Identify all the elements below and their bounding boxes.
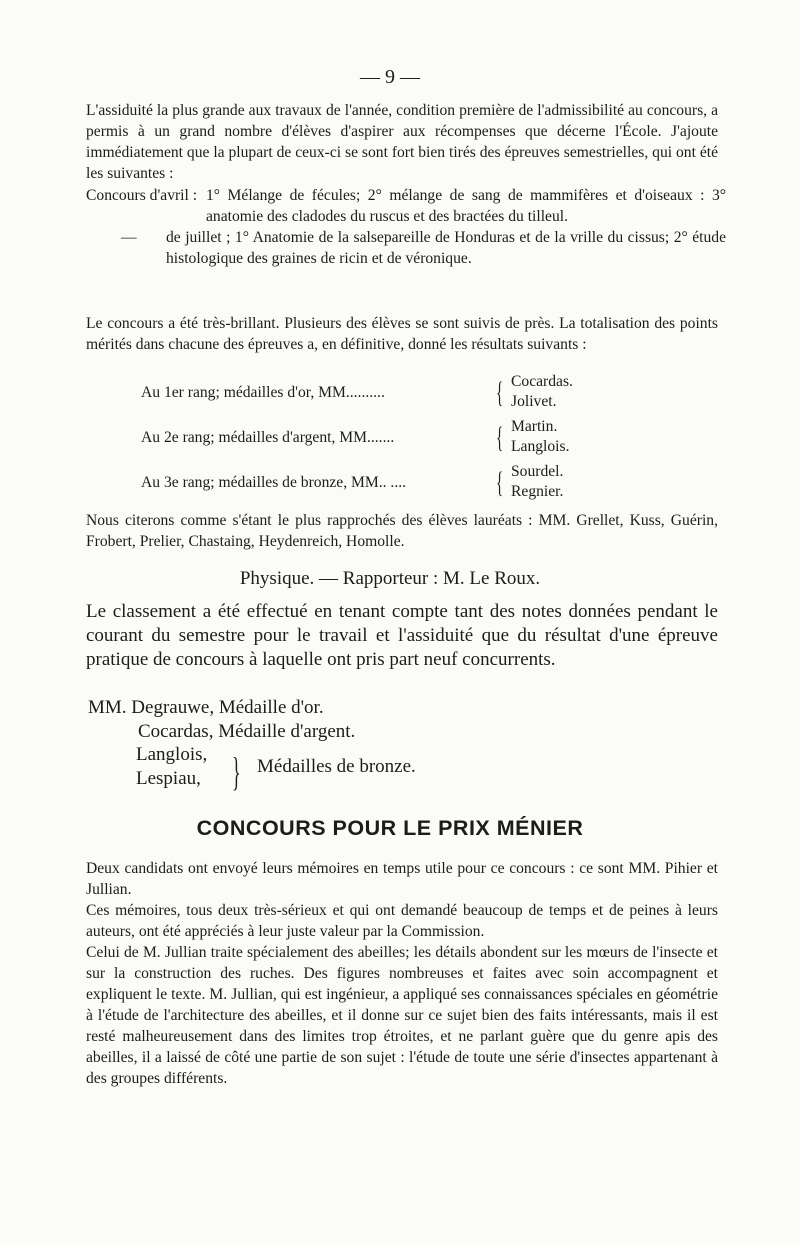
bronze-label: Médailles de bronze. (257, 756, 416, 777)
medal-name: Langlois. (511, 438, 570, 455)
brace-icon: { (496, 466, 504, 499)
concours-dash: — (121, 229, 137, 246)
concours-paragraph (86, 313, 718, 355)
physique-heading: Physique. — Rapporteur : M. Le Roux. (239, 568, 541, 589)
medal-row-gold (141, 373, 591, 413)
menier-paragraph: Deux candidats ont envoyé leurs mémoires en temps utile pour ce concours : ce sont MM. Pihier et Jullian. (86, 860, 718, 898)
concours-avril (86, 185, 726, 227)
medal-label: Au 2e rang; médailles d'argent, MM....... (141, 429, 395, 446)
medal-label: Au 1er rang; médailles d'or, MM.......... (141, 384, 385, 401)
physique-medal-gold: MM. Degrauwe, Médaille d'or. (88, 697, 324, 718)
menier-paragraph: Ces mémoires, tous deux très-sérieux et qui ont demandé beaucoup de temps et de peines à leurs auteurs, ont été appréciés à leur juste valeur par la Commission. (86, 902, 718, 940)
medal-name: Martin. (511, 418, 558, 435)
brace-icon: { (496, 376, 504, 409)
laureates-paragraph (86, 510, 718, 552)
medal-name: Jolivet. (511, 393, 557, 410)
concours-list (86, 185, 726, 269)
medal-label: Au 3e rang; médailles de bronze, MM.. .... (141, 474, 407, 491)
menier-paragraph: Celui de M. Jullian traite spécialement des abeilles; les détails abondent sur les mœurs de l'insecte et sur la construction des ruches. Des figures nombreuses et faites avec soin accompagnent et expliquent le texte. M. Jullian, qui est ingénieur, a appliqué ses connaissances spéciales en géométrie à l'étude de l'architecture des abeilles, et il donne sur ce sujet bien des faits intéressants, mais il est resté malheureusement dans des limites trop étroites, et ne parlant guère que du genre apis des abeilles, il a laissé de côté une partie de son sujet : l'étude de toute une série d'insectes appartenant à des groupes différents. (86, 944, 718, 1087)
menier-section (86, 858, 718, 1089)
intro-paragraph (86, 100, 718, 184)
page-number: — 9 — (360, 66, 420, 88)
laureates-text: Nous citerons comme s'étant le plus rapprochés des élèves lauréats : MM. Grellet, Kuss, Guérin, Frobert, Prelier, Chastaing, Heydenreich, Homolle. (86, 512, 718, 550)
prix-menier-title: CONCOURS POUR LE PRIX MÉNIER (196, 816, 584, 840)
concours-label: Concours d'avril : (86, 187, 198, 204)
medal-name: Cocardas. (511, 373, 573, 390)
physique-text: Le classement a été effectué en tenant compte tant des notes données pendant le courant du semestre pour le travail et l'assiduité que du résultat d'une épreuve pratique de concours à laquelle ont pris part neuf concurrents. (86, 601, 718, 670)
concours-summary: Le concours a été très-brillant. Plusieurs des élèves se sont suivis de près. La totalisation des points mérités dans chacune des épreuves a, en définitive, donné les résultats suivants : (86, 315, 718, 353)
medal-name: Sourdel. (511, 463, 564, 480)
bronze-name: Langlois, (136, 744, 208, 765)
physique-paragraph (86, 600, 718, 672)
brace-icon: } (232, 749, 241, 794)
intro-text: L'assiduité la plus grande aux travaux de l'année, condition première de l'admissibilité au concours, a permis à un grand nombre d'élèves d'aspirer aux récompenses que décerne l'École. J'ajoute immédiatement que la plupart de ceux-ci se sont fort bien tirés des épreuves semestrielles, qui ont été les suivantes : (86, 102, 718, 182)
concours-juillet (86, 227, 726, 269)
brace-icon: { (496, 421, 504, 454)
physique-medal-silver: Cocardas, Médaille d'argent. (138, 721, 356, 742)
concours-text: 1° Mélange de fécules; 2° mélange de sang de mammifères et d'oiseaux : 3° anatomie des cladodes du ruscus et des bractées du tilleul. (206, 187, 726, 225)
medal-row-silver (141, 418, 591, 458)
bronze-name: Lespiau, (136, 768, 201, 789)
medal-name: Regnier. (511, 483, 564, 500)
concours-text: de juillet ; 1° Anatomie de la salsepareille de Honduras et de la vrille du cissus; 2° étude histologique des graines de ricin et de véronique. (166, 229, 726, 267)
medal-row-bronze (141, 463, 591, 503)
